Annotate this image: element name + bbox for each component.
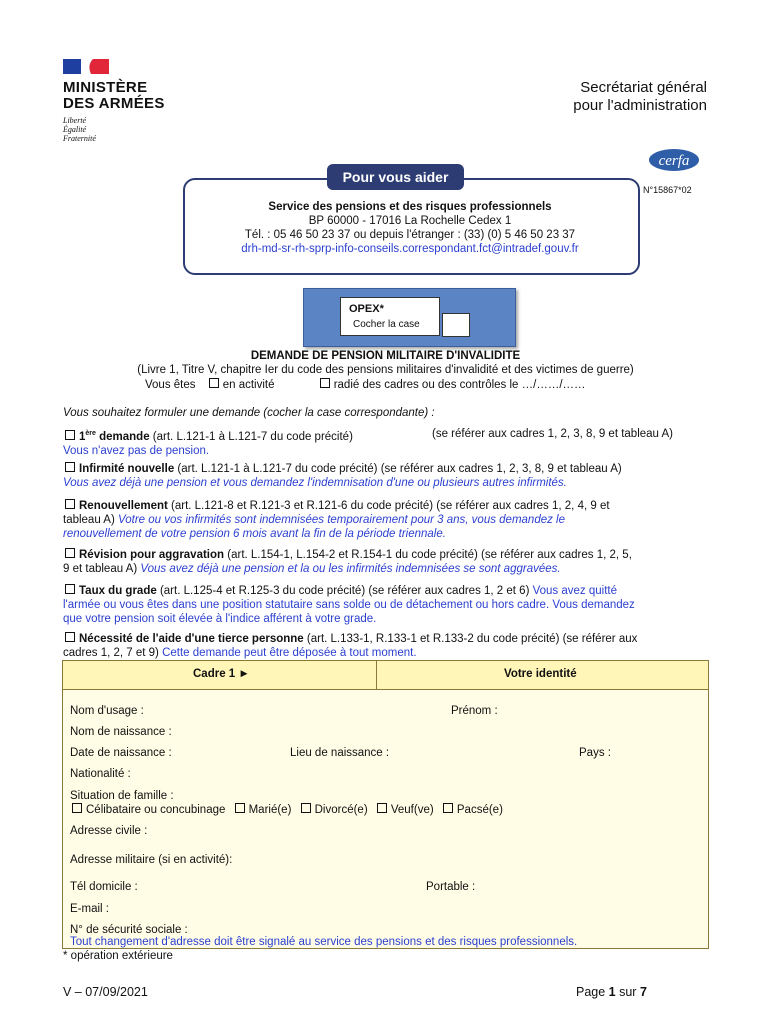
r5-ref: (art. L.125-4 et R.125-3 du code précité) (se référer aux cadres 1, 2 et 6) [156,585,533,597]
help-service: Service des pensions et des risques professionnels [268,201,552,213]
first-name-label: Prénom : [451,705,498,717]
r4-title: Révision pour aggravation [79,549,225,561]
secretariat-line2: pour l'administration [573,97,707,114]
nationality-label: Nationalité : [70,768,131,780]
civil-address-label: Adresse civile : [70,825,148,837]
single-checkbox[interactable] [72,803,82,813]
help-address: BP 60000 - 17016 La Rochelle Cedex 1 [308,215,512,227]
r4-note: Vous avez déjà une pension et la ou les infirmités indemnisées se sont aggravées. [140,563,561,575]
widowed-checkbox[interactable] [377,803,387,813]
r3-note-l2: renouvellement de votre pension 6 mois avant la fin de la période triennale. [63,528,446,540]
r6-note: Cette demande peut être déposée à tout moment. [162,647,417,659]
email-label: E-mail : [70,903,109,915]
request-renewal [63,499,708,541]
r3-note-l1: Votre ou vos infirmités sont indemnisées temporairement pour 3 ans, vous demandez le [117,514,566,526]
country-label: Pays : [579,747,611,759]
fam-opt-single: Célibataire ou concubinage [86,804,226,816]
address-change-note: Tout changement d'adresse doit être signalé au service des pensions et des risques professionnels. [70,936,578,948]
family-status-label: Situation de famille : [70,790,174,802]
r1-sup: ère [85,430,96,437]
ssn-label: N° de sécurité sociale : [70,924,188,936]
married-checkbox[interactable] [235,803,245,813]
footnote: * opération extérieure [63,950,173,962]
home-phone-label: Tél domicile : [70,881,138,893]
cadre-label: Cadre 1 ► [193,668,250,680]
third-party-aid-checkbox[interactable] [65,632,75,642]
r4-ref-l1: (art. L.154-1, L.154-2 et R.154-1 du code précité) (se référer aux cadres 1, 2, 5, [224,549,632,561]
birth-place-label: Lieu de naissance : [290,747,390,759]
r6-ref-l2: cadres 1, 2, 7 et 9) [63,647,163,659]
help-title: Pour vous aider [327,164,464,190]
request-first [63,427,708,458]
identity-table-header [63,661,708,690]
r1-note: Vous n'avez pas de pension. [63,444,210,457]
status-line [145,378,586,391]
republic-flag-logo [63,59,109,74]
revision-checkbox[interactable] [65,548,75,558]
r1-num: 1 [79,430,86,443]
cerfa-logo [648,148,700,172]
opex-label: OPEX* [349,303,384,315]
r1-title: demande [95,430,150,443]
r2-note: Vous avez déjà une pension et vous demandez l'indemnisation d'une ou plusieurs autres infirmités. [63,477,567,489]
opex-label-box [340,297,440,336]
divorced-checkbox[interactable] [301,803,311,813]
r3-title: Renouvellement [79,500,168,512]
r2-ref: (art. L.121-1 à L.121-7 du code précité) (se référer aux cadres 1, 2, 3, 8, 9 et tableau A) [174,463,622,475]
form-subtitle: (Livre 1, Titre V, chapitre Ier du code des pensions militaires d'invalidité et des victimes de guerre) [137,364,634,376]
page-mid: sur [615,985,640,999]
fam-opt-widowed: Veuf(ve) [390,804,434,816]
help-phone: Tél. : 05 46 50 23 37 ou depuis l'étranger : (33) (0) 5 46 50 23 37 [244,229,576,241]
active-checkbox[interactable] [209,378,219,388]
request-third-party-aid [63,632,708,660]
opex-sublabel: Cocher la case [353,319,420,330]
status-prefix: Vous êtes [145,379,196,391]
version-date: V – 07/09/2021 [63,985,148,999]
retired-checkbox[interactable] [320,378,330,388]
status-active-label: en activité [222,379,275,391]
grade-rate-checkbox[interactable] [65,584,75,594]
request-intro: Vous souhaitez formuler une demande (cocher la case correspondante) : [63,407,435,419]
r5-title: Taux du grade [79,585,157,597]
status-retired-label: radié des cadres ou des contrôles le …/……/…… [333,379,586,391]
r6-ref-l1: (art. L.133-1, R.133-1 et R.133-2 du code précité) (se référer aux [303,633,638,645]
page-prefix: Page [576,985,609,999]
svg-text:cerfa: cerfa [658,153,690,169]
cerfa-number: N°15867*02 [643,185,692,195]
request-revision [63,548,708,576]
form-title: DEMANDE DE PENSION MILITAIRE D'INVALIDITE [250,350,521,362]
ministry-name-line1: MINISTÈRE [63,79,148,96]
family-options [70,803,503,816]
birth-name-label: Nom de naissance : [70,726,172,738]
r3-ref-l2: tableau A) [63,514,118,526]
motto-egalite: Égalité [63,125,87,134]
first-request-checkbox[interactable] [65,430,75,440]
usage-name-label: Nom d'usage : [70,705,144,717]
pacs-checkbox[interactable] [443,803,453,813]
page-total: 7 [639,985,647,999]
secretariat-line1: Secrétariat général [580,79,707,96]
r2-title: Infirmité nouvelle [79,463,175,475]
r4-ref-l2: 9 et tableau A) [63,563,141,575]
opex-checkbox[interactable] [442,313,470,337]
help-email-link[interactable]: drh-md-sr-rh-sprp-info-conseils.correspondant.fct@intradef.gouv.fr [241,243,579,255]
military-address-label: Adresse militaire (si en activité): [70,854,233,866]
r5-note-l2: l'armée ou vous êtes dans une position statutaire sans solde ou de détachement ou hors cadre. Vous demandez [63,599,635,611]
request-new-infirmity [63,462,708,490]
r6-title: Nécessité de l'aide d'une tierce personne [79,633,304,645]
new-infirmity-checkbox[interactable] [65,462,75,472]
r3-ref-l1: (art. L.121-8 et R.121-3 et R.121-6 du code précité) (se référer aux cadres 1, 2, 4, 9 et [167,500,610,512]
page-current: 1 [608,985,616,999]
motto-liberte: Liberté [63,116,87,125]
page-number [576,985,647,999]
r5-note-l1: Vous avez quitté [532,585,618,597]
renewal-checkbox[interactable] [65,499,75,509]
motto-fraternite: Fraternité [63,134,96,143]
fam-opt-divorced: Divorcé(e) [314,804,368,816]
birth-date-label: Date de naissance : [70,747,172,759]
header-divider [376,661,377,689]
r1-ref: (art. L.121-1 à L.121-7 du code précité) [149,430,353,443]
r5-note-l3: que votre pension soit élevée à l'indice afférent à votre grade. [63,613,377,625]
mobile-label: Portable : [426,881,476,893]
fam-opt-pacs: Pacsé(e) [456,804,503,816]
identity-heading: Votre identité [504,668,577,680]
r1-cadres: (se référer aux cadres 1, 2, 3, 8, 9 et tableau A) [432,428,673,440]
request-grade-rate [63,584,708,626]
fam-opt-married: Marié(e) [248,804,292,816]
ministry-name-line2: DES ARMÉES [63,95,165,112]
